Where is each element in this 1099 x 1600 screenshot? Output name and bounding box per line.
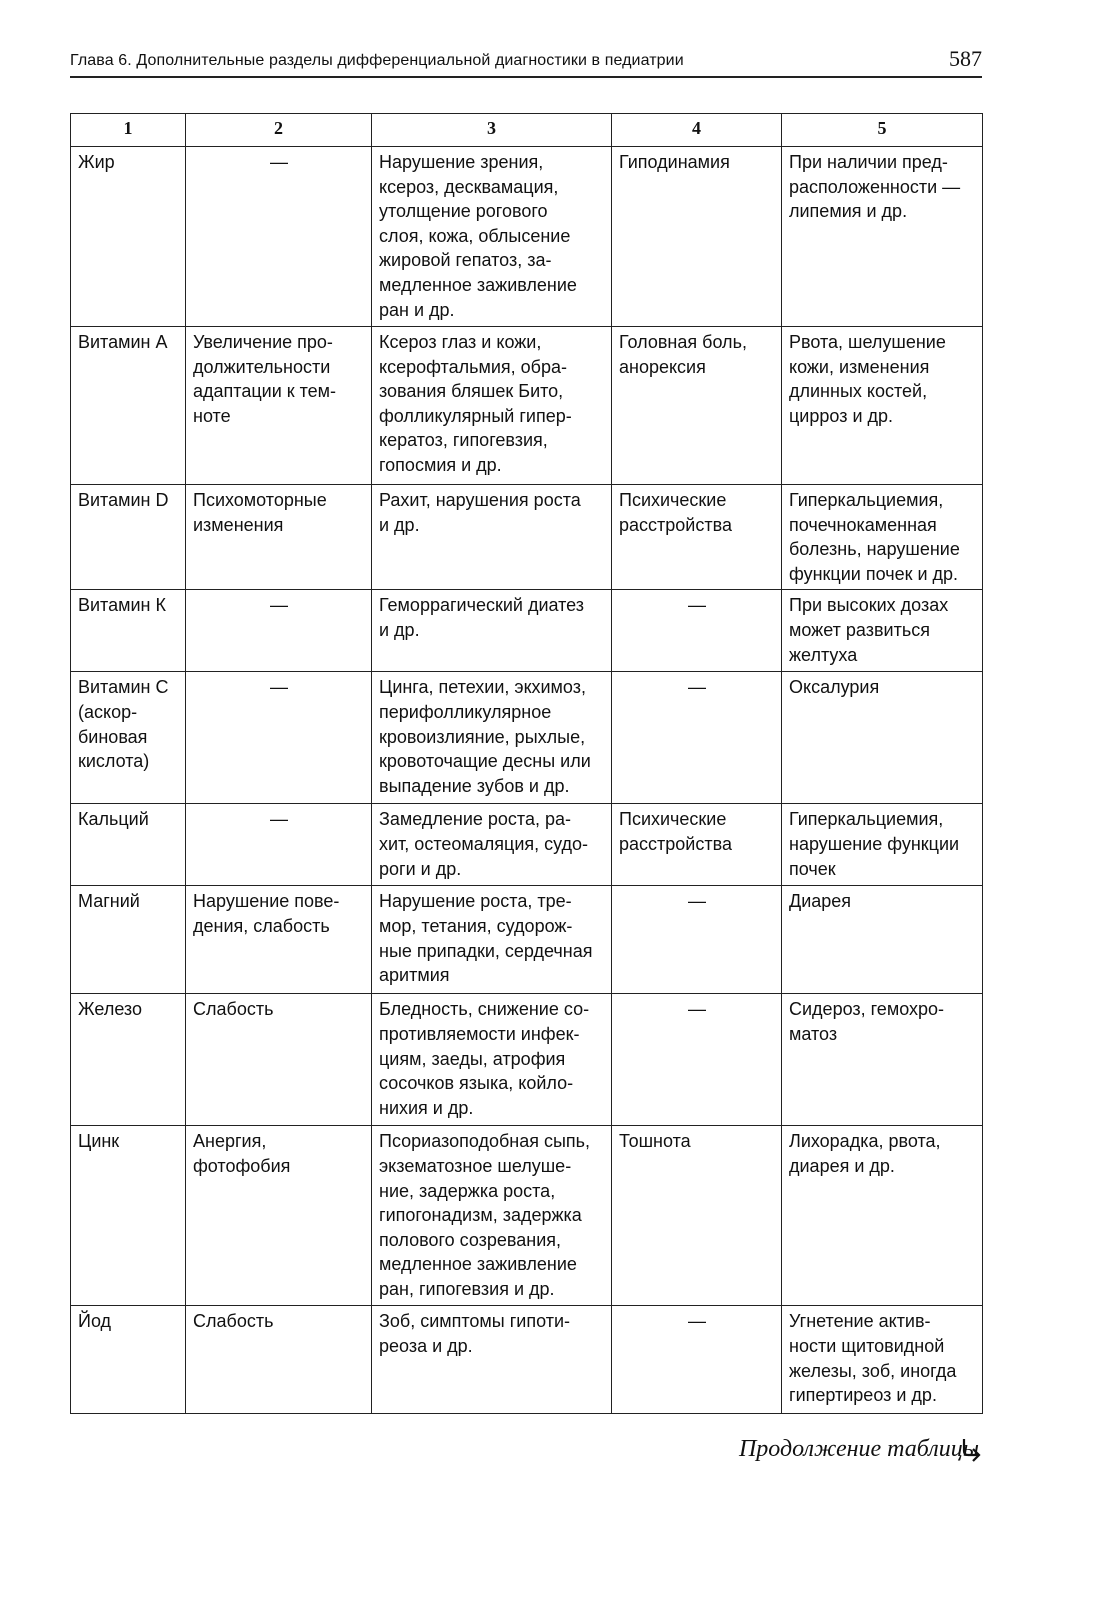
table-cell	[186, 327, 372, 485]
table-cell	[372, 590, 612, 672]
cell-text: Геморрагический диатез и др.	[379, 595, 585, 640]
table-cell	[612, 1306, 782, 1414]
table-cell	[612, 327, 782, 485]
cell-text: Йод	[78, 1311, 112, 1332]
table-cell	[612, 804, 782, 886]
table-row	[71, 994, 983, 1126]
table-cell	[186, 672, 372, 804]
table-cell	[612, 994, 782, 1126]
table-cell	[372, 994, 612, 1126]
table-cell	[372, 1126, 612, 1306]
cell-text: Головная боль, анорексия	[619, 332, 747, 377]
table-cell	[372, 672, 612, 804]
cell-text: —	[688, 595, 706, 616]
page-header	[70, 46, 982, 78]
cell-text: Слабость	[193, 1311, 274, 1332]
cell-text: При наличии пред- расположенности — липемия и др.	[789, 152, 961, 222]
table-cell	[71, 804, 186, 886]
page-number: 587	[949, 46, 982, 71]
header-row	[71, 114, 983, 147]
table-cell	[186, 886, 372, 994]
table-cell	[71, 1306, 186, 1414]
table-cell	[186, 804, 372, 886]
column-header: 5	[782, 114, 983, 147]
cell-text: Бледность, снижение со- противляемости инфек- циям, заеды, атрофия сосочков языка, койло- нихия и др.	[379, 999, 590, 1118]
cell-text: Диарея	[789, 891, 852, 912]
cell-text: Нарушение роста, тре- мор, тетания, судорож- ные припадки, сердечная аритмия	[379, 891, 593, 986]
table-row	[71, 1126, 983, 1306]
table-row	[71, 1306, 983, 1414]
table-cell	[186, 1126, 372, 1306]
table-cell	[71, 485, 186, 590]
cell-text: Психические расстройства	[619, 809, 732, 854]
table-row	[71, 886, 983, 994]
table-cell	[612, 485, 782, 590]
table-row	[71, 485, 983, 590]
chapter-title: Глава 6. Дополнительные разделы дифференциальной диагностики в педиатрии	[70, 52, 684, 69]
column-header: 3	[372, 114, 612, 147]
table-cell	[372, 327, 612, 485]
cell-text: Магний	[78, 891, 140, 912]
cell-text: Анергия, фотофобия	[193, 1131, 291, 1176]
cell-text: —	[688, 999, 706, 1020]
table-cell	[782, 886, 983, 994]
table-row	[71, 804, 983, 886]
cell-text: Оксалурия	[789, 677, 880, 698]
table-row	[71, 147, 983, 327]
cell-text: Витамин А	[78, 332, 168, 352]
table-cell	[782, 327, 983, 485]
continuation-note: Продолжение таблицы	[738, 1436, 979, 1462]
cell-text: Слабость	[193, 999, 274, 1020]
cell-text: Угнетение актив- ности щитовидной железы, зоб, иногда гипертиреоз и др.	[789, 1311, 957, 1406]
cell-text: Рвота, шелушение кожи, изменения длинных костей, цирроз и др.	[789, 332, 946, 426]
cell-text: Железо	[78, 999, 142, 1020]
column-header: 4	[612, 114, 782, 147]
cell-text: Замедление роста, ра- хит, остеомаляция, судо- роги и др.	[379, 809, 589, 879]
cell-text: Лихорадка, рвота, диарея и др.	[789, 1131, 941, 1176]
cell-text: Нарушение зрения, ксероз, десквамация, утолщение рогового слоя, кожа, облысение жировой гепатоз, за- медленное заживление ран и др.	[379, 152, 577, 320]
cell-text: Гиподинамия	[619, 152, 730, 172]
cell-text: —	[270, 677, 288, 698]
table-cell	[186, 485, 372, 590]
table-cell	[71, 147, 186, 327]
table-cell	[782, 1306, 983, 1414]
table-cell	[612, 1126, 782, 1306]
table-cell	[186, 1306, 372, 1414]
cell-text: —	[270, 595, 288, 616]
table-cell	[71, 994, 186, 1126]
table-cell	[782, 1126, 983, 1306]
table-row	[71, 590, 983, 672]
table-cell	[782, 672, 983, 804]
cell-text: Сидероз, гемохро- матоз	[789, 999, 945, 1044]
cell-text: —	[688, 1311, 706, 1332]
table-cell	[782, 485, 983, 590]
table-row	[71, 327, 983, 485]
table-cell	[71, 1126, 186, 1306]
cell-text: Кальций	[78, 809, 149, 830]
cell-text: Витамин К	[78, 595, 166, 616]
cell-text: Псориазоподобная сыпь, экзематозное шелуше- ние, задержка роста, гипогонадизм, задержка полового созревания, медленное заживление ран, гипогевзия и др.	[379, 1131, 591, 1299]
cell-text: Цинк	[78, 1131, 120, 1152]
cell-text: Витамин D	[78, 490, 169, 510]
table-cell	[782, 590, 983, 672]
cell-text: —	[688, 677, 706, 698]
cell-text: Гиперкальциемия, нарушение функции почек	[789, 809, 960, 879]
table-cell	[372, 1306, 612, 1414]
table-cell	[71, 886, 186, 994]
table-cell	[612, 147, 782, 327]
table-row	[71, 672, 983, 804]
cell-text: Увеличение про- должительности адаптации к тем- ноте	[193, 332, 337, 426]
cell-text: Нарушение пове- дения, слабость	[193, 891, 340, 936]
data-table	[70, 113, 983, 1414]
table-cell	[71, 590, 186, 672]
cell-text: Витамин С (аскор- биновая кислота)	[78, 677, 169, 772]
cell-text: Рахит, нарушения роста и др.	[379, 490, 581, 535]
table-cell	[372, 804, 612, 886]
cell-text: При высоких дозах может развиться желтуха	[789, 595, 949, 665]
cell-text: Психомоторные изменения	[193, 490, 327, 535]
table-cell	[186, 994, 372, 1126]
table-cell	[782, 147, 983, 327]
cell-text: Гиперкальциемия, почечнокаменная болезнь, нарушение функции почек и др.	[789, 490, 960, 584]
cell-text: Ксероз глаз и кожи, ксерофтальмия, обра- зования бляшек Бито, фолликулярный гипер- кератоз, гипогевзия, гопосмия и др.	[379, 332, 572, 475]
column-header: 1	[71, 114, 186, 147]
table-cell	[612, 672, 782, 804]
column-header: 2	[186, 114, 372, 147]
cell-text: —	[688, 891, 706, 912]
cell-text: Цинга, петехии, экхимоз, перифолликулярное кровоизлияние, рыхлые, кровоточащие десны или выпадение зубов и др.	[379, 677, 591, 796]
cell-text: Жир	[78, 152, 115, 172]
table-cell	[372, 147, 612, 327]
table-cell	[372, 886, 612, 994]
cell-text: —	[270, 809, 288, 830]
table-cell	[782, 804, 983, 886]
cell-text: —	[270, 152, 288, 172]
cell-text: Тошнота	[619, 1131, 691, 1152]
table-cell	[612, 886, 782, 994]
table-cell	[372, 485, 612, 590]
table-cell	[612, 590, 782, 672]
cell-text: Зоб, симптомы гипоти- реоза и др.	[379, 1311, 571, 1356]
table-cell	[71, 672, 186, 804]
table-cell	[782, 994, 983, 1126]
table-body	[71, 147, 983, 1414]
arrow-continue-icon	[958, 1435, 986, 1465]
table-cell	[186, 590, 372, 672]
table-cell	[71, 327, 186, 485]
table-cell	[186, 147, 372, 327]
cell-text: Психические расстройства	[619, 490, 732, 535]
